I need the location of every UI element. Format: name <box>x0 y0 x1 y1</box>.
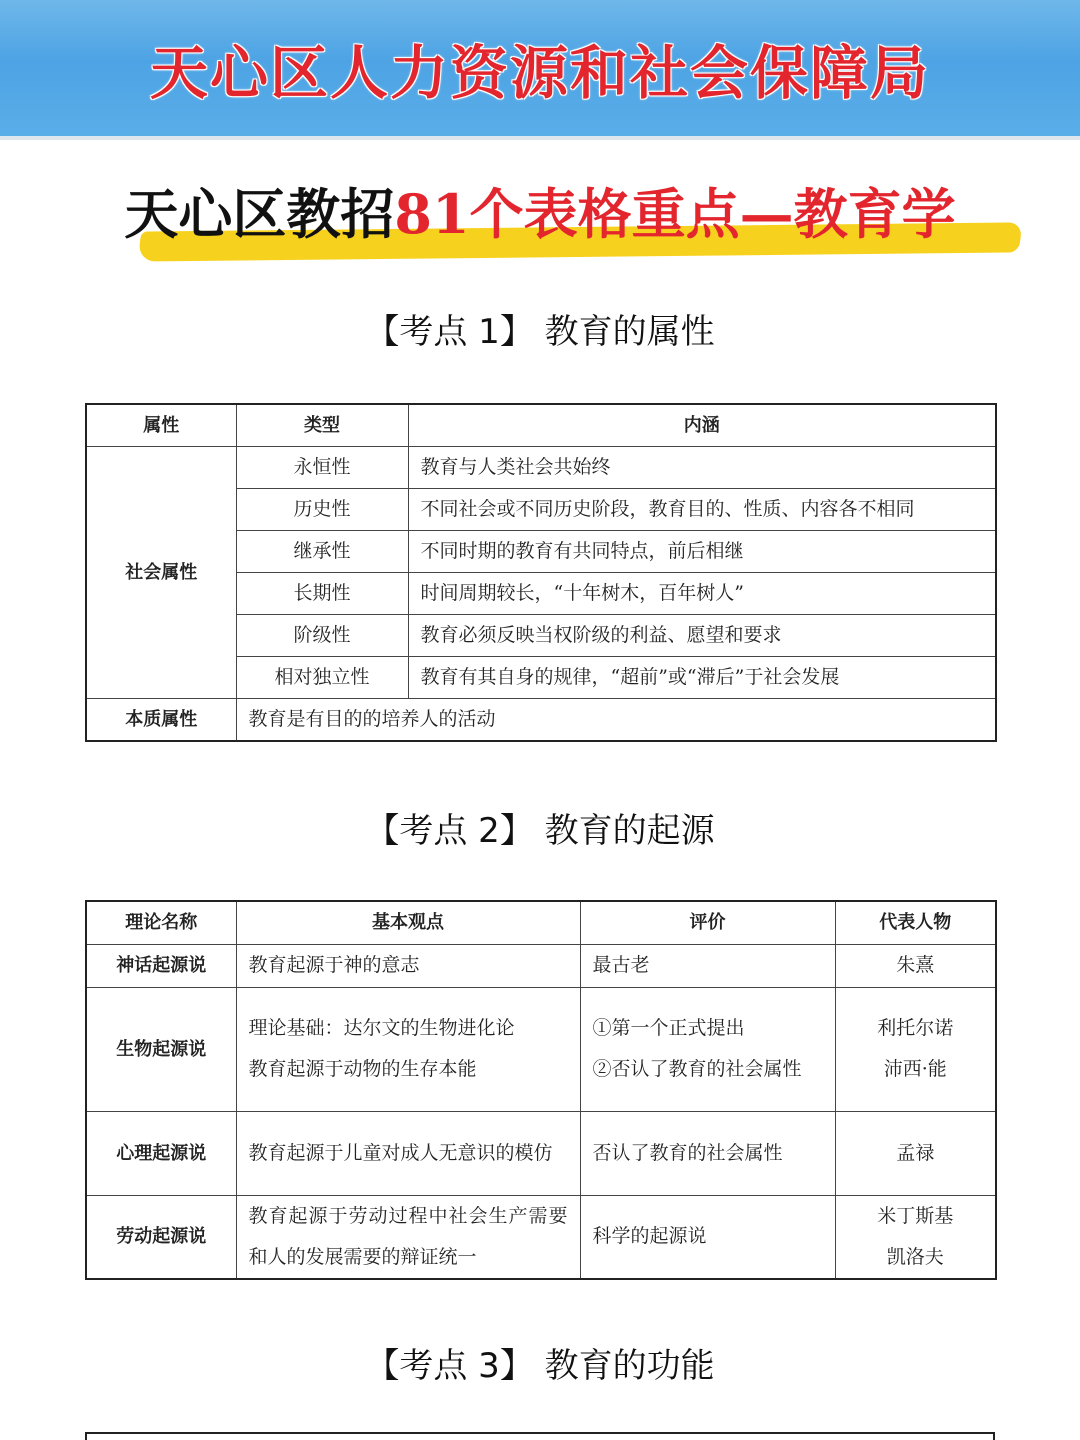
section-title-1: 【考点 1】 教育的属性 <box>365 312 715 352</box>
eval-cell <box>580 987 835 1111</box>
header-cell: 基本观点 <box>236 901 580 944</box>
header-cell: 内涵 <box>408 404 996 447</box>
table-row <box>86 944 996 987</box>
content-cell: 不同社会或不同历史阶段，教育目的、性质、内容各不相同 <box>408 489 996 531</box>
theory-name-cell: 劳动起源说 <box>86 1195 236 1279</box>
type-cell: 继承性 <box>236 531 408 573</box>
origins-table <box>85 900 997 1280</box>
type-cell: 历史性 <box>236 489 408 531</box>
banner-title: 天心区人力资源和社会保障局 <box>149 39 930 107</box>
view-cell: 教育起源于劳动过程中社会生产需要和人的发展需要的辩证统一 <box>236 1195 580 1279</box>
people-cell: 朱熹 <box>835 944 996 987</box>
view-line: 教育起源于动物的生存本能 <box>248 1058 477 1080</box>
table-header-row <box>86 404 996 447</box>
people-cell: 孟禄 <box>835 1111 996 1195</box>
type-cell: 相对独立性 <box>236 657 408 699</box>
people-line: 米丁斯基 <box>877 1204 954 1227</box>
type-cell: 永恒性 <box>236 447 408 489</box>
header-cell: 属性 <box>86 404 236 447</box>
theory-name-cell: 神话起源说 <box>86 944 236 987</box>
people-cell <box>835 987 996 1111</box>
theory-name-cell: 心理起源说 <box>86 1111 236 1195</box>
eval-cell: 科学的起源说 <box>580 1195 835 1279</box>
table-row <box>86 987 996 1111</box>
content-cell: 教育是有目的的培养人的活动 <box>236 699 996 742</box>
section-title-3: 【考点 3】 教育的功能 <box>365 1346 715 1386</box>
banner-divider <box>0 136 1080 140</box>
theory-name-cell: 生物起源说 <box>86 987 236 1111</box>
eval-cell: 否认了教育的社会属性 <box>580 1111 835 1195</box>
group-label-essence: 本质属性 <box>86 699 236 742</box>
table-row <box>86 447 996 489</box>
content-cell: 时间周期较长，“十年树木，百年树人” <box>408 573 996 615</box>
type-cell: 长期性 <box>236 573 408 615</box>
view-cell: 教育起源于儿童对成人无意识的模仿 <box>236 1111 580 1195</box>
headline-part1: 天心区教招 <box>124 182 395 246</box>
table-row <box>86 1111 996 1195</box>
people-line: 沛西·能 <box>883 1058 947 1080</box>
people-line: 利托尔诺 <box>877 1017 954 1039</box>
header-cell: 代表人物 <box>835 901 996 944</box>
group-label-social: 社会属性 <box>86 447 236 699</box>
eval-line: ①第一个正式提出 <box>592 1017 745 1039</box>
view-cell: 教育起源于神的意志 <box>236 944 580 987</box>
table-row <box>86 699 996 742</box>
section-title-2: 【考点 2】 教育的起源 <box>365 811 715 851</box>
table-row <box>86 1195 996 1279</box>
headline-part2: 81个表格重点—教育学 <box>394 182 956 246</box>
eval-cell: 最古老 <box>580 944 835 987</box>
functions-table-top-edge <box>85 1432 995 1440</box>
header-cell: 类型 <box>236 404 408 447</box>
header-cell: 评价 <box>580 901 835 944</box>
view-cell <box>236 987 580 1111</box>
content-cell: 教育有其自身的规律，“超前”或“滞后”于社会发展 <box>408 657 996 699</box>
type-cell: 阶级性 <box>236 615 408 657</box>
headline <box>0 175 1080 265</box>
eval-line: ②否认了教育的社会属性 <box>592 1058 802 1080</box>
table-header-row <box>86 901 996 944</box>
view-line: 理论基础：达尔文的生物进化论 <box>248 1017 515 1039</box>
content-cell: 教育必须反映当权阶级的利益、愿望和要求 <box>408 615 996 657</box>
header-cell: 理论名称 <box>86 901 236 944</box>
content-cell: 教育与人类社会共始终 <box>408 447 996 489</box>
top-banner <box>0 0 1080 136</box>
people-cell <box>835 1195 996 1279</box>
people-line: 凯洛夫 <box>886 1245 944 1268</box>
content-cell: 不同时期的教育有共同特点，前后相继 <box>408 531 996 573</box>
headline-text <box>0 175 1080 253</box>
attributes-table <box>85 403 997 742</box>
